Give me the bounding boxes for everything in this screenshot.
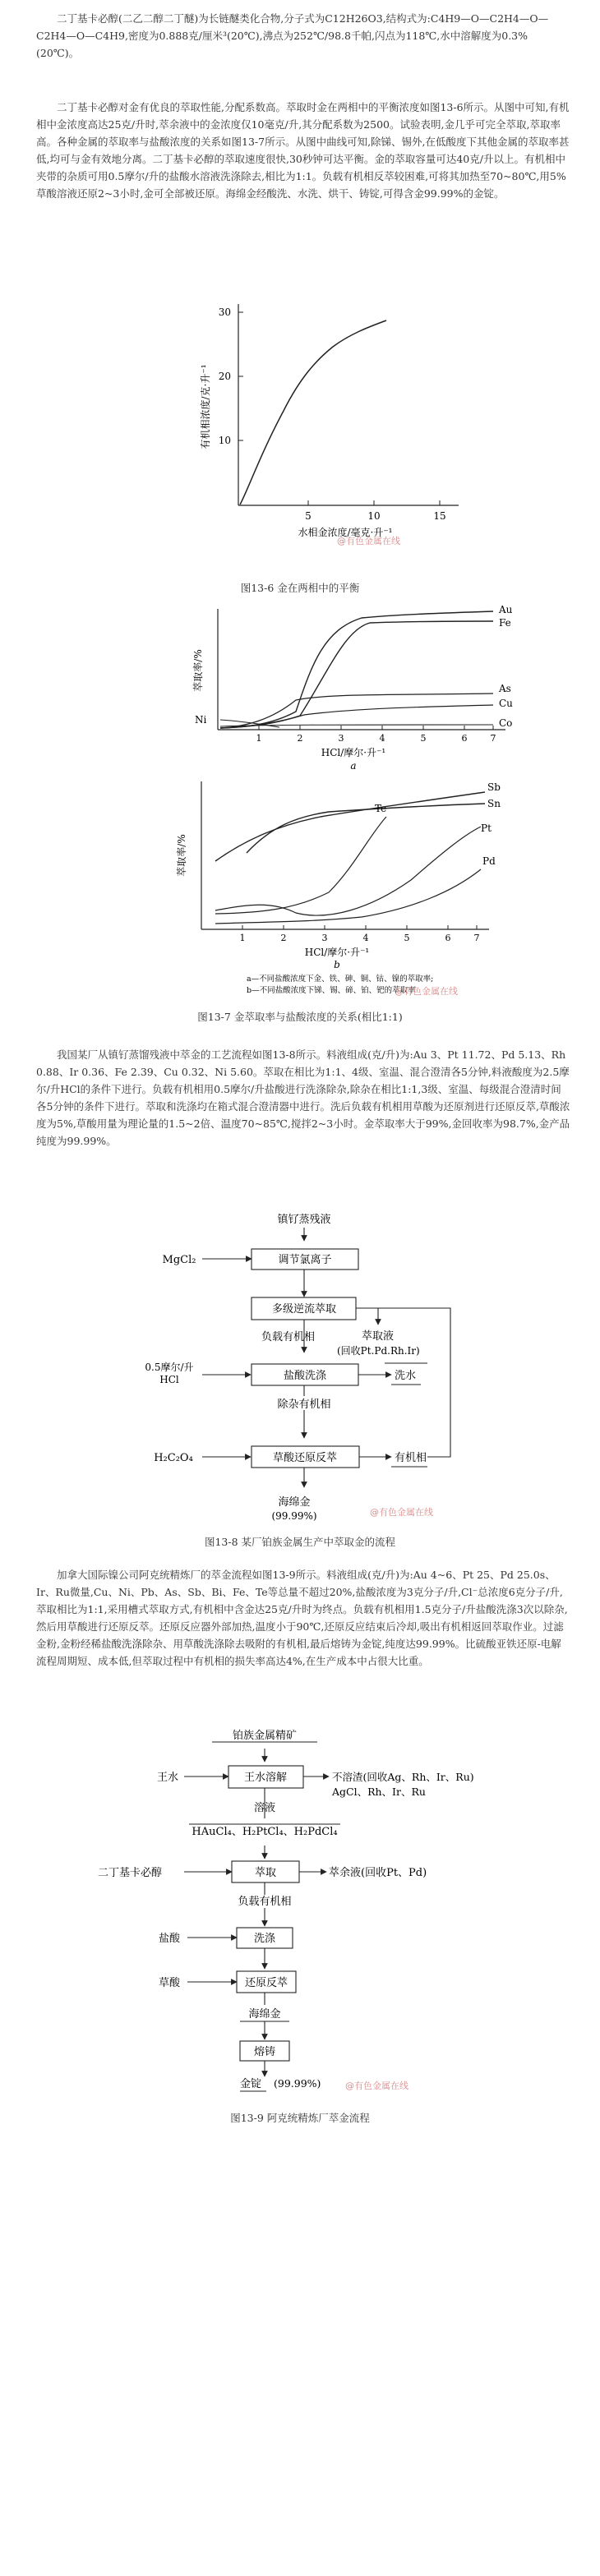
- fig7a-xlabel: HCl/摩尔·升⁻¹: [321, 747, 386, 758]
- flow8-oxalic: H₂C₂O₄: [154, 1452, 193, 1464]
- fig7a-label-au: Au: [499, 604, 513, 615]
- fig6-axes: [238, 304, 459, 505]
- flow8-purity: (99.99%): [271, 1510, 317, 1522]
- flow8-organic: 有机相: [395, 1452, 427, 1464]
- fig7b-sn-curve: [247, 804, 485, 853]
- fig7b-xlabel: HCl/摩尔·升⁻¹: [304, 947, 370, 958]
- figure-13-9: [0, 1717, 600, 2539]
- flow8-raffinate: 萃取液: [362, 1330, 395, 1343]
- fig7b-label-sb: Sb: [487, 781, 501, 793]
- fig7b-label-pd: Pd: [482, 855, 496, 867]
- fig7b-xtick: 2: [280, 933, 287, 943]
- fig7a-xtick: 4: [379, 733, 385, 744]
- flow8-acid1: 0.5摩尔/升: [145, 1362, 194, 1373]
- fig7b-sb-curve: [215, 792, 485, 861]
- fig7a-label-as: As: [499, 683, 511, 694]
- fig7b-ylabel: 萃取率/%: [176, 834, 187, 877]
- paragraph-extraction: 二丁基卡必醇对金有优良的萃取性能,分配系数高。萃取时金在两相中的平衡浓度如图13-6所示。从图中可知,有机相中金浓度高达25克/升时,萃余液中的金浓度仅10毫克/升,其分配系数为2500。试验表明,金几乎可完全萃取,萃取率高。各种金属的萃取率与盐酸浓度的关系如图13-7所示。从图中曲线可知,除锑、锡外,在低酸度下其他金属的萃取率甚低,均可与金有效地分离。二丁基卡必醇的萃取速度很快,30秒钟可达平衡。金的萃取容量可达40克/升以上。有机相中夹带的杂质可用0.5摩尔/升的盐酸水溶液洗涤除去,相比为1:1。负载有机相反萃较困难,可将其加热至70~80℃,用5%草酸溶液还原2~3小时,金可全部被还原。海绵金经酸洗、水洗、烘干、铸锭,可得含金99.99%的金锭。: [36, 101, 570, 200]
- fig7b-sublabel: b: [334, 959, 340, 970]
- figure-13-7: [0, 605, 600, 1016]
- flow9-box5-label: 熔铸: [253, 2046, 276, 2058]
- fig7a-as-curve: [220, 694, 493, 728]
- flow8-loaded: 负载有机相: [261, 1331, 316, 1343]
- fig7a-label-fe: Fe: [499, 617, 511, 629]
- fig6-ytick: 10: [218, 435, 231, 446]
- flow9-box2-label: 萃取: [254, 1867, 277, 1879]
- fig8-caption: 图13-8 某厂铂族金属生产中萃取金的流程: [204, 1536, 396, 1548]
- fig7a-xtick: 6: [461, 733, 468, 744]
- fig7b-pt-curve: [215, 827, 481, 915]
- fig6-caption: 图13-6 金在两相中的平衡: [240, 582, 360, 594]
- flow8-purified: 除杂有机相: [277, 1399, 331, 1411]
- fig7a-au-curve: [220, 611, 493, 728]
- fig7-caption: 图13-7 金萃取率与盐酸浓度的关系(相比1:1): [197, 1011, 403, 1023]
- fig7a-label-ni: Ni: [195, 714, 207, 726]
- fig7b-xtick: 7: [473, 933, 480, 943]
- fig7a-fe-curve: [220, 621, 493, 728]
- fig7b-label-pt: Pt: [481, 823, 492, 834]
- flow8-mgcl2: MgCl₂: [162, 1254, 196, 1266]
- flow8-box1-label: 调节氯离子: [278, 1254, 332, 1266]
- flow9-solution-comp: HAuCl₄、H₂PtCl₄、H₂PdCl₄: [192, 1826, 338, 1838]
- paragraph-properties: 二丁基卡必醇(二乙二醇二丁醚)为长链醚类化合物,分子式为C12H26O3,结构式为:C4H9—O—C2H4—O—C2H4—O—C4H9,密度为0.888克/厘米³(20℃),沸点为252℃/98.8千帕,闪点为118℃,水中溶解度为0.3%(20℃)。: [36, 12, 549, 59]
- fig7a-label-co: Co: [499, 717, 513, 729]
- fig6-curve: [240, 320, 386, 505]
- fig7a-xtick: 5: [420, 733, 427, 744]
- fig7a-xtick: 7: [490, 733, 496, 744]
- flow9-oxalic: 草酸: [158, 1977, 181, 1989]
- fig6-xtick: 15: [433, 510, 446, 522]
- fig7a-xtick: 2: [297, 733, 303, 744]
- flow9-sponge: 海绵金: [248, 2008, 281, 2021]
- flow9-box1-label: 王水溶解: [243, 1772, 288, 1784]
- fig6-xtick: 10: [367, 510, 381, 522]
- fig6-ylabel: 有机相浓度/克·升⁻¹: [200, 364, 211, 449]
- flow8-sponge: 海绵金: [278, 1496, 311, 1509]
- flow9-solution: 溶液: [253, 1802, 276, 1814]
- fig6-ytick: 20: [218, 371, 231, 382]
- fig7b-label-te: Te: [375, 803, 387, 814]
- flow9-extractant: 二丁基卡必醇: [97, 1867, 163, 1879]
- fig7-note: a—不同盐酸浓度下金、铁、砷、铜、钴、镍的萃取率;: [247, 975, 434, 984]
- flow9-insoluble1: 不溶渣(回收Ag、Rh、Ir、Ru): [332, 1771, 474, 1783]
- fig7b-xtick: 1: [239, 933, 246, 943]
- fig7b-xtick: 4: [362, 933, 369, 943]
- fig9-caption: 图13-9 阿克统精炼厂萃金流程: [230, 2112, 370, 2124]
- fig7-watermark: @有色金属在线: [395, 986, 458, 997]
- flow9-hcl: 盐酸: [158, 1933, 181, 1945]
- flow8-box3-label: 盐酸洗涤: [283, 1370, 327, 1382]
- fig6-xlabel: 水相金浓度/毫克·升⁻¹: [298, 527, 393, 538]
- flow8-acid2: HCl: [159, 1374, 179, 1385]
- flow8-box2-label: 多级逆流萃取: [271, 1303, 337, 1316]
- flow9-feed: 铂族金属精矿: [232, 1730, 298, 1742]
- fig7b-te-curve: [215, 817, 386, 914]
- fig9-watermark: @有色金属在线: [345, 2081, 408, 2091]
- fig6-ytick: 30: [218, 306, 231, 318]
- flow9-box4-label: 还原反萃: [244, 1977, 288, 1989]
- flow9-ingot: 金锭: [240, 2078, 262, 2090]
- flow9-box3-label: 洗涤: [253, 1933, 276, 1945]
- fig7a-xtick: 3: [338, 733, 344, 744]
- flow8-raffinate-note: (回收Pt.Pd.Rh.Ir): [337, 1345, 420, 1357]
- paragraph-domestic-plant: 我国某厂从镇钌蒸馏残液中萃金的工艺流程如图13-8所示。料液组成(克/升)为:Au 3、Pt 11.72、Pd 5.13、Rh 0.88、Ir 0.36、Fe 2.39、Cu 0.32、Ni 5.60。萃取在相比为1:1、4级、室温、混合澄清各5分钟,料液酸度为2.5摩尔/升HCl的条件下进行。负载有机相用0.5摩尔/升盐酸进行洗涤除杂,除杂在相比1:1,3级、室温、每级混合澄清时间各5分钟的条件下进行。萃取和洗涤均在箱式混合澄清器中进行。洗后负载有机相用草酸为还原剂进行还原反萃,草酸浓度为5%,草酸用量为理论量的1.5~2倍、温度70~85℃,搅拌2~3小时。金萃取率大于99%,金回收率为98.7%,金产品纯度为99.99%。: [36, 1048, 570, 1147]
- flow9-raffinate: 萃余液(回收Pt、Pd): [329, 1867, 427, 1879]
- fig7b-xtick: 6: [445, 933, 451, 943]
- fig7b-xtick: 3: [321, 933, 328, 943]
- fig8-watermark: @有色金属在线: [370, 1507, 433, 1518]
- fig6-xtick: 5: [305, 510, 312, 522]
- figure-13-6: [0, 296, 600, 567]
- flow8-box4-label: 草酸还原反萃: [272, 1452, 338, 1464]
- flow9-insoluble2: AgCl、Rh、Ir、Ru: [332, 1786, 426, 1798]
- fig7b-axes: [201, 781, 489, 929]
- flow9-purity: (99.99%): [274, 2077, 321, 2090]
- flow8-feed: 镇钌蒸残液: [277, 1214, 331, 1226]
- fig7a-xtick: 1: [256, 733, 262, 744]
- fig6-watermark: @有色金属在线: [337, 536, 400, 546]
- paragraph-acton-refinery: 加拿大国际镍公司阿克统精炼厂的萃金流程如图13-9所示。料液组成(克/升)为:Au 4~6、Pt 25、Pd 25.0s、Ir、Ru微量,Cu、Ni、Pb、As、Sb、Bi、Fe、Te等总量不超过20%,盐酸浓度为3克分子/升,Cl⁻总浓度6克分子/升,萃取相比为1:1,采用槽式萃取方式,有机相中含金达25克/升时为终点。负载有机相用1.5克分子/升盐酸洗涤3次以除杂,然后用草酸进行还原反萃。还原反应器外部加热,温度小于90℃,还原反应结束后冷却,吸出有机相返回萃取作业。过滤金粉,金粉经稀盐酸洗涤除杂、用草酸洗涤除去吸附的有机相,最后熔铸为金锭,纯度达99.99%。比硫酸亚铁还原-电解流程周期短、成本低,但萃取过程中有机相的损失率高达4%,在生产成本中占很大比重。: [36, 1569, 568, 1667]
- flow8-washwater: 洗水: [395, 1370, 417, 1382]
- fig7b-label-sn: Sn: [487, 798, 501, 809]
- fig7a-sublabel: a: [350, 760, 357, 772]
- fig7a-ylabel: 萃取率/%: [192, 649, 204, 692]
- fig7b-pd-curve: [215, 869, 481, 924]
- flow9-aqua-regia: 王水: [156, 1772, 179, 1784]
- fig7b-xtick: 5: [404, 933, 410, 943]
- fig7a-label-cu: Cu: [499, 698, 513, 709]
- flow9-loaded: 负载有机相: [238, 1896, 292, 1908]
- fig7-note: b—不同盐酸浓度下锑、锡、碲、铂、钯的萃取率: [247, 986, 416, 995]
